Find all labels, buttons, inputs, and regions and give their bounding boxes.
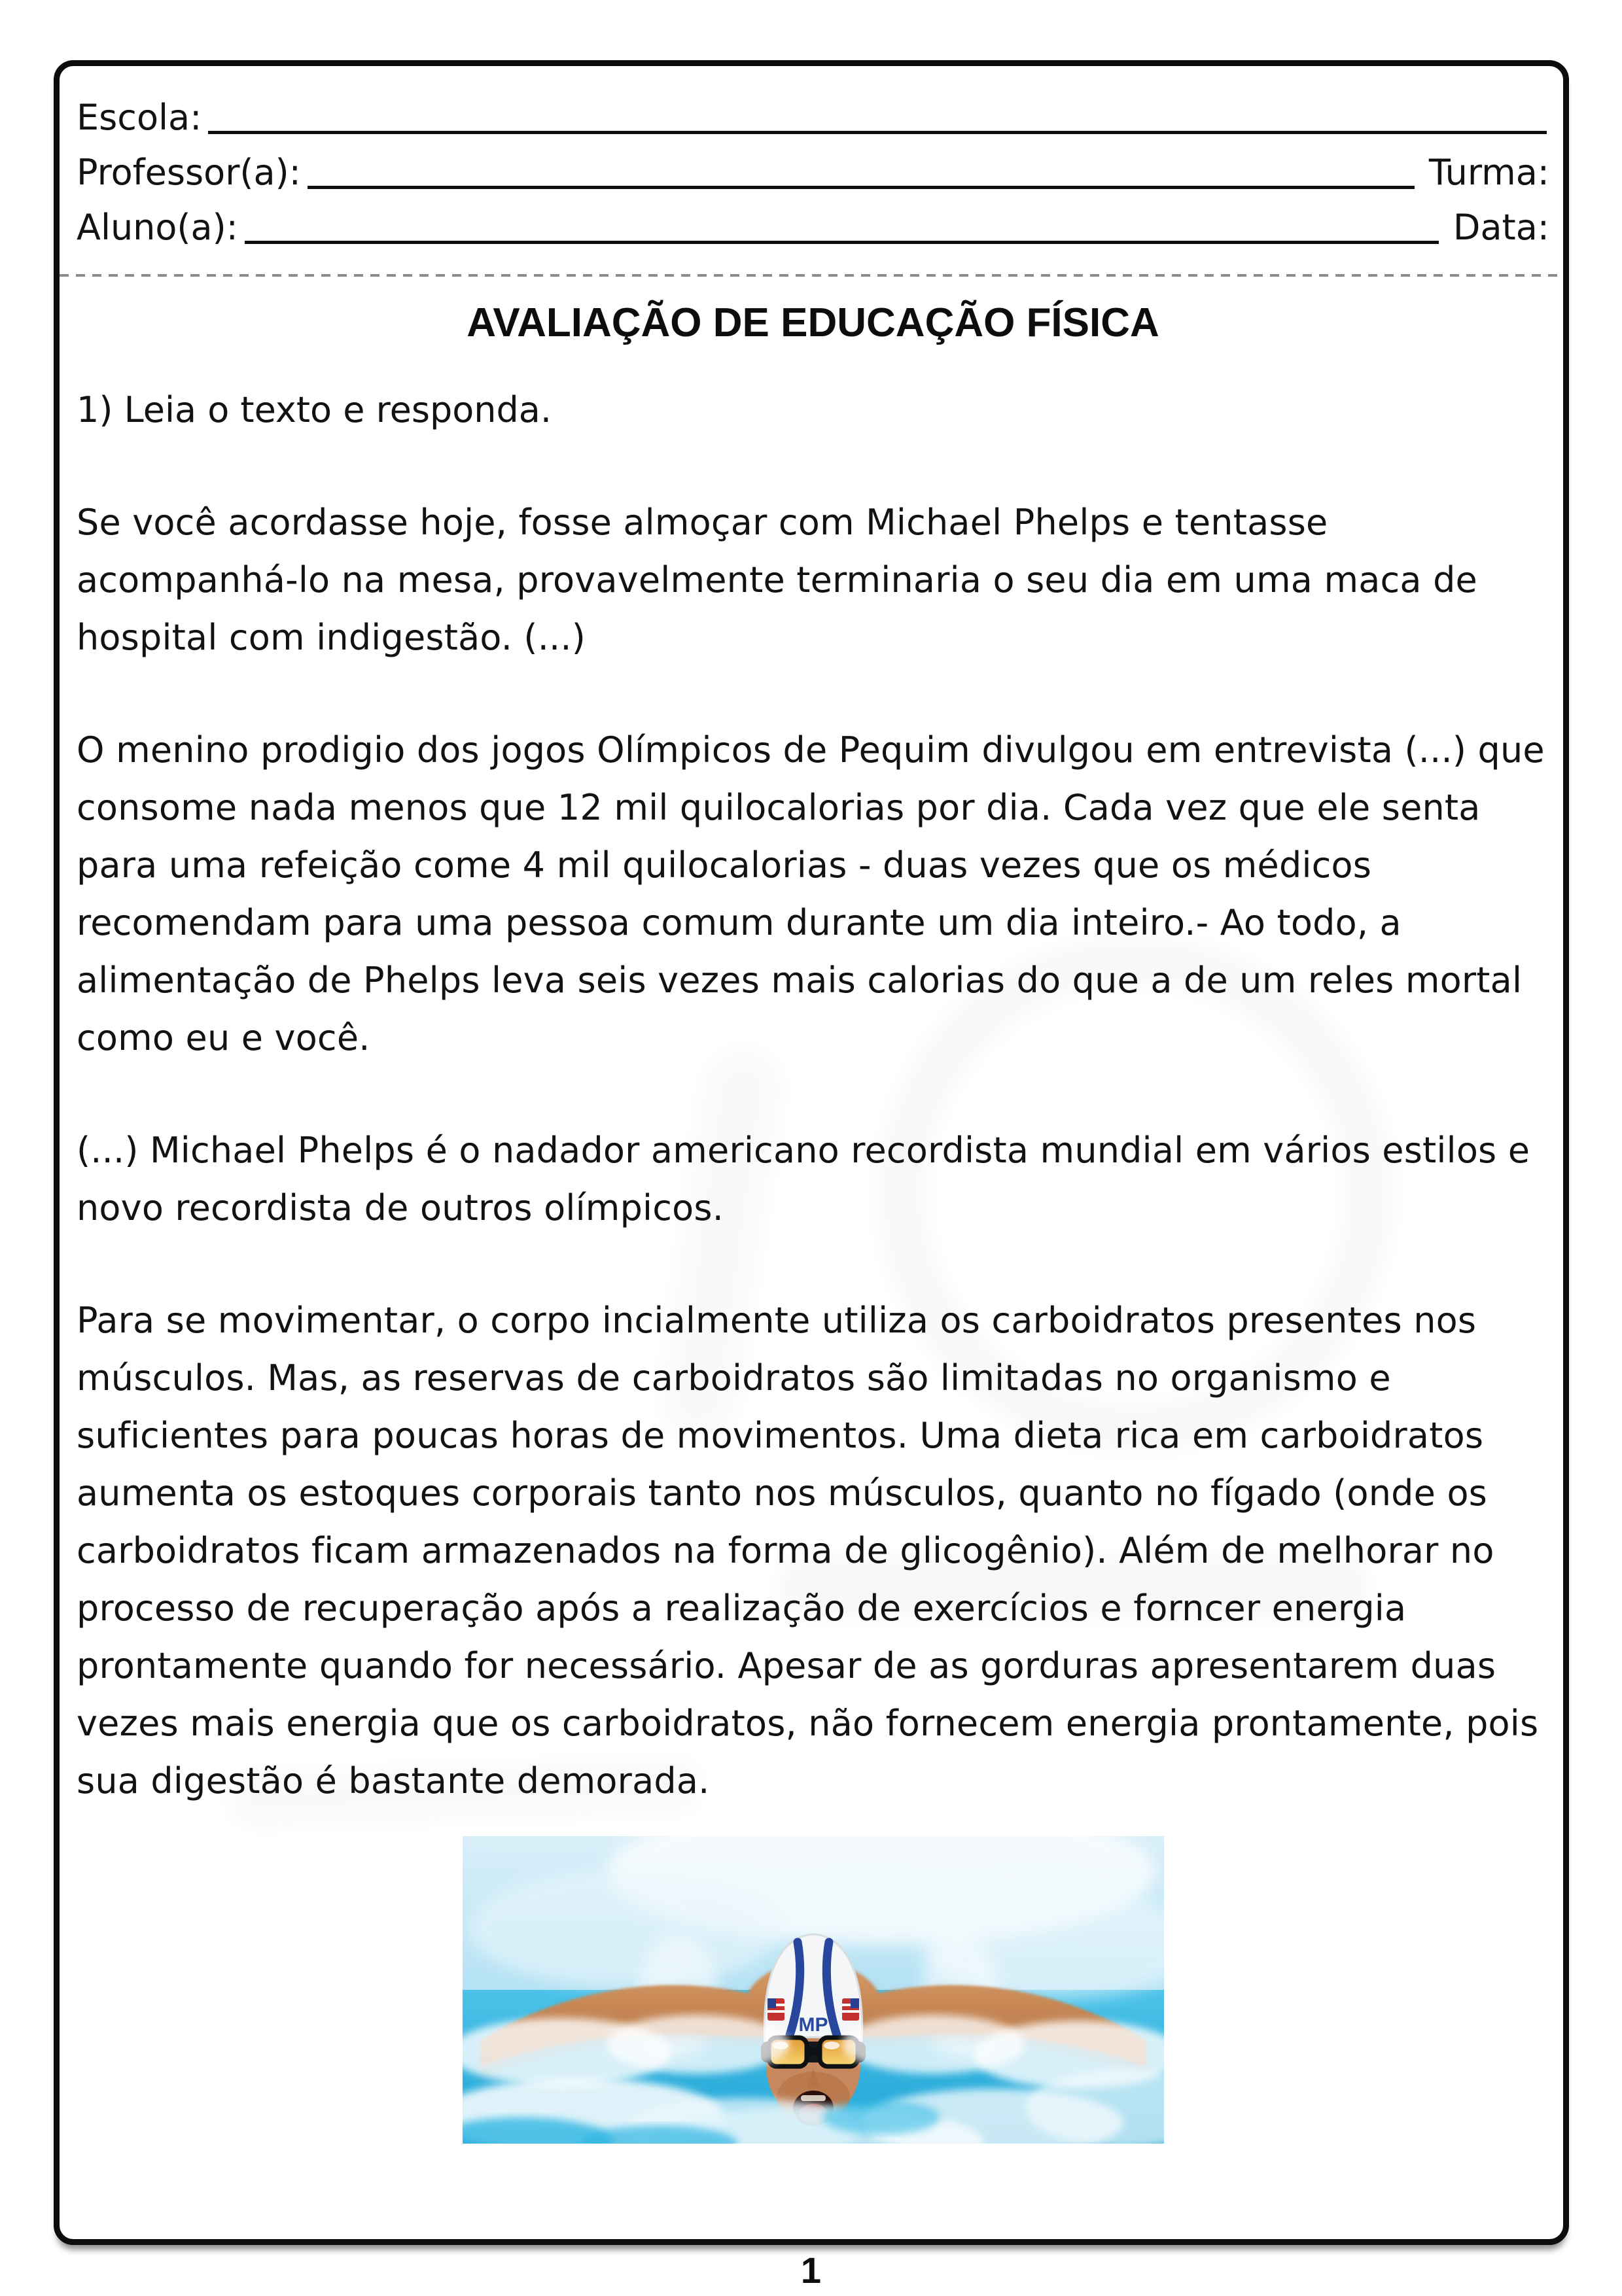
cap-mp-logo: MP [798,2014,828,2036]
section-divider [60,274,1563,277]
student-blank-line [245,201,1439,244]
phelps-swimming-photo [463,1836,1164,2144]
page-number: 1 [800,2250,822,2291]
worksheet-title: AVALIAÇÃO DE EDUCAÇÃO FÍSICA [467,300,1159,345]
passage-paragraph: Se você acordasse hoje, fosse almoçar com Michael Phelps e tentasse acompanhá-lo na mesa, provavelmente terminaria o seu dia em uma maca de hospital com indigestão. (...) [77,502,1477,658]
usa-flag-patch [842,1998,859,2021]
page-content [60,66,1563,2239]
teacher-blank-line [308,147,1415,189]
reading-passage [77,494,1549,1810]
student-label: Aluno(a): [77,207,238,248]
page-frame [54,60,1569,2245]
school-label: Escola: [77,97,202,138]
usa-flag-patch [767,1998,785,2021]
class-label: Turma: [1428,152,1549,193]
student-field-row [77,196,1549,251]
school-blank-line [208,92,1547,134]
passage-paragraph: (...) Michael Phelps é o nadador americano recordista mundial em vários estilos e novo recordista de outros olímpicos. [77,1130,1530,1228]
date-label: Data: [1453,207,1549,248]
question-1-text: 1) Leia o texto e responda. [77,389,552,430]
school-field-row [77,86,1549,141]
teacher-label: Professor(a): [77,152,301,193]
passage-paragraph: Para se movimentar, o corpo incialmente utiliza os carboidratos presentes nos músculos. Mas, as reservas de carboidratos são limitadas no organismo e suficientes para poucas horas de movimentos. Uma dieta rica em carboidratos aumenta os estoques corporais tanto nos músculos, quanto no fígado (onde os carboidratos ficam armazenados na forma de glicogênio). Além de melhorar no processo de recuperação após a realização de exercícios e forncer energia prontamente quando for necessário. Apesar de as gorduras apresentarem duas vezes mais energia que os carboidratos, não fornecem energia prontamente, pois sua digestão é bastante demorada. [77,1300,1539,1801]
teacher-field-row [77,141,1549,196]
passage-paragraph: O menino prodigio dos jogos Olímpicos de Pequim divulgou em entrevista (...) que consome nada menos que 12 mil quilocalorias por dia. Cada vez que ele senta para uma refeição come 4 mil quilocalorias - duas vezes que os médicos recomendam para uma pessoa comum durante um dia inteiro.- Ao todo, a alimentação de Phelps leva seis vezes mais calorias do que a de um reles mortal como eu e você. [77,729,1545,1058]
